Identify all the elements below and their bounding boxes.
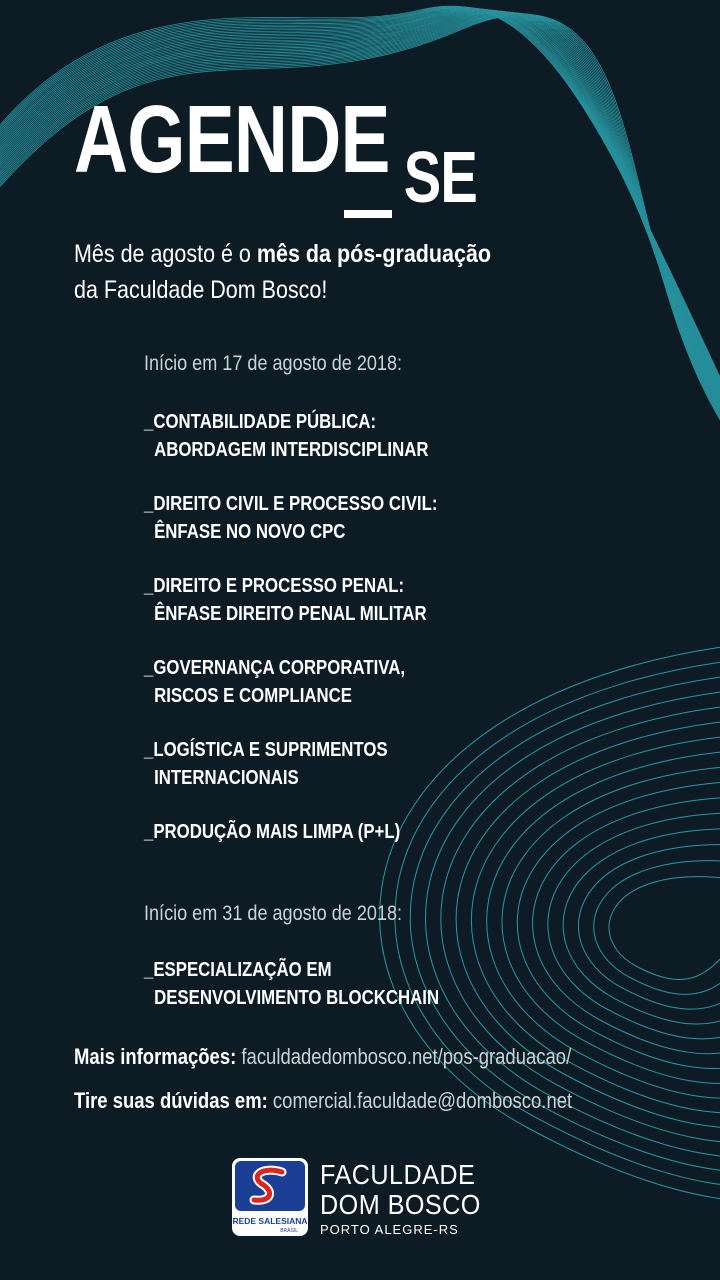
wave-line xyxy=(0,12,720,441)
wave-line xyxy=(609,877,720,980)
course-item: _LOGÍSTICA E SUPRIMENTOS INTERNACIONAIS xyxy=(144,739,388,789)
intro-highlight: mês da pós-graduação xyxy=(256,240,492,268)
wave-line xyxy=(0,14,720,449)
institution-name xyxy=(320,1160,499,1237)
doubts-email[interactable]: comercial.faculdade@dombosco.net xyxy=(272,1088,573,1113)
rede-salesiana-logo xyxy=(232,1158,308,1236)
wave-line xyxy=(0,13,720,445)
badge-text: REDE SALESIANA xyxy=(232,1216,308,1226)
headline-sub: SE xyxy=(403,138,478,218)
wave-line xyxy=(548,813,720,1039)
intro-line2: da Faculdade Dom Bosco! xyxy=(74,276,328,304)
start-date-2: Início em 31 de agosto de 2018: xyxy=(144,902,403,925)
institution-name-1: FACULDADE xyxy=(320,1159,476,1190)
wave-line xyxy=(0,13,720,444)
headline xyxy=(74,86,478,218)
course-item: _DIREITO CIVIL E PROCESSO CIVIL: ÊNFASE NO NOVO CPC xyxy=(144,493,438,543)
headline-underscore xyxy=(344,210,392,218)
more-info xyxy=(74,1044,571,1070)
doubts-label: Tire suas dúvidas em: xyxy=(74,1088,268,1113)
course-item: _PRODUÇÃO MAIS LIMPA (P+L) xyxy=(144,821,401,843)
wave-line xyxy=(502,765,720,1084)
institution-city: PORTO ALEGRE-RS xyxy=(320,1222,459,1237)
wave-line xyxy=(426,685,720,1158)
wave-line xyxy=(0,13,720,445)
intro-part1: Mês de agosto é o xyxy=(74,240,257,268)
badge-sub: BRASIL xyxy=(280,1228,298,1234)
course-item: _CONTABILIDADE PÚBLICA: ABORDAGEM INTERDISCIPLINAR xyxy=(144,411,429,461)
headline-main: AGENDE xyxy=(74,86,390,193)
more-info-label: Mais informações: xyxy=(74,1044,237,1069)
course-item: _DIREITO E PROCESSO PENAL: ÊNFASE DIREITO PENAL MILITAR xyxy=(144,575,427,625)
doubts-info xyxy=(74,1088,572,1114)
wave-line xyxy=(441,701,720,1143)
wave-line xyxy=(533,797,720,1054)
wave-line xyxy=(563,829,720,1024)
course-item: _ESPECIALIZAÇÃO EM DESENVOLVIMENTO BLOCKCHAIN xyxy=(144,959,440,1009)
more-info-link[interactable]: faculdadedombosco.net/pos-graduacao/ xyxy=(241,1044,572,1069)
wave-line xyxy=(0,14,720,448)
institution-name-2: DOM BOSCO xyxy=(320,1189,481,1220)
start-date-1: Início em 17 de agosto de 2018: xyxy=(144,352,403,375)
intro-text xyxy=(74,236,573,308)
course-item: _GOVERNANÇA CORPORATIVA, RISCOS E COMPLIANCE xyxy=(144,657,406,707)
